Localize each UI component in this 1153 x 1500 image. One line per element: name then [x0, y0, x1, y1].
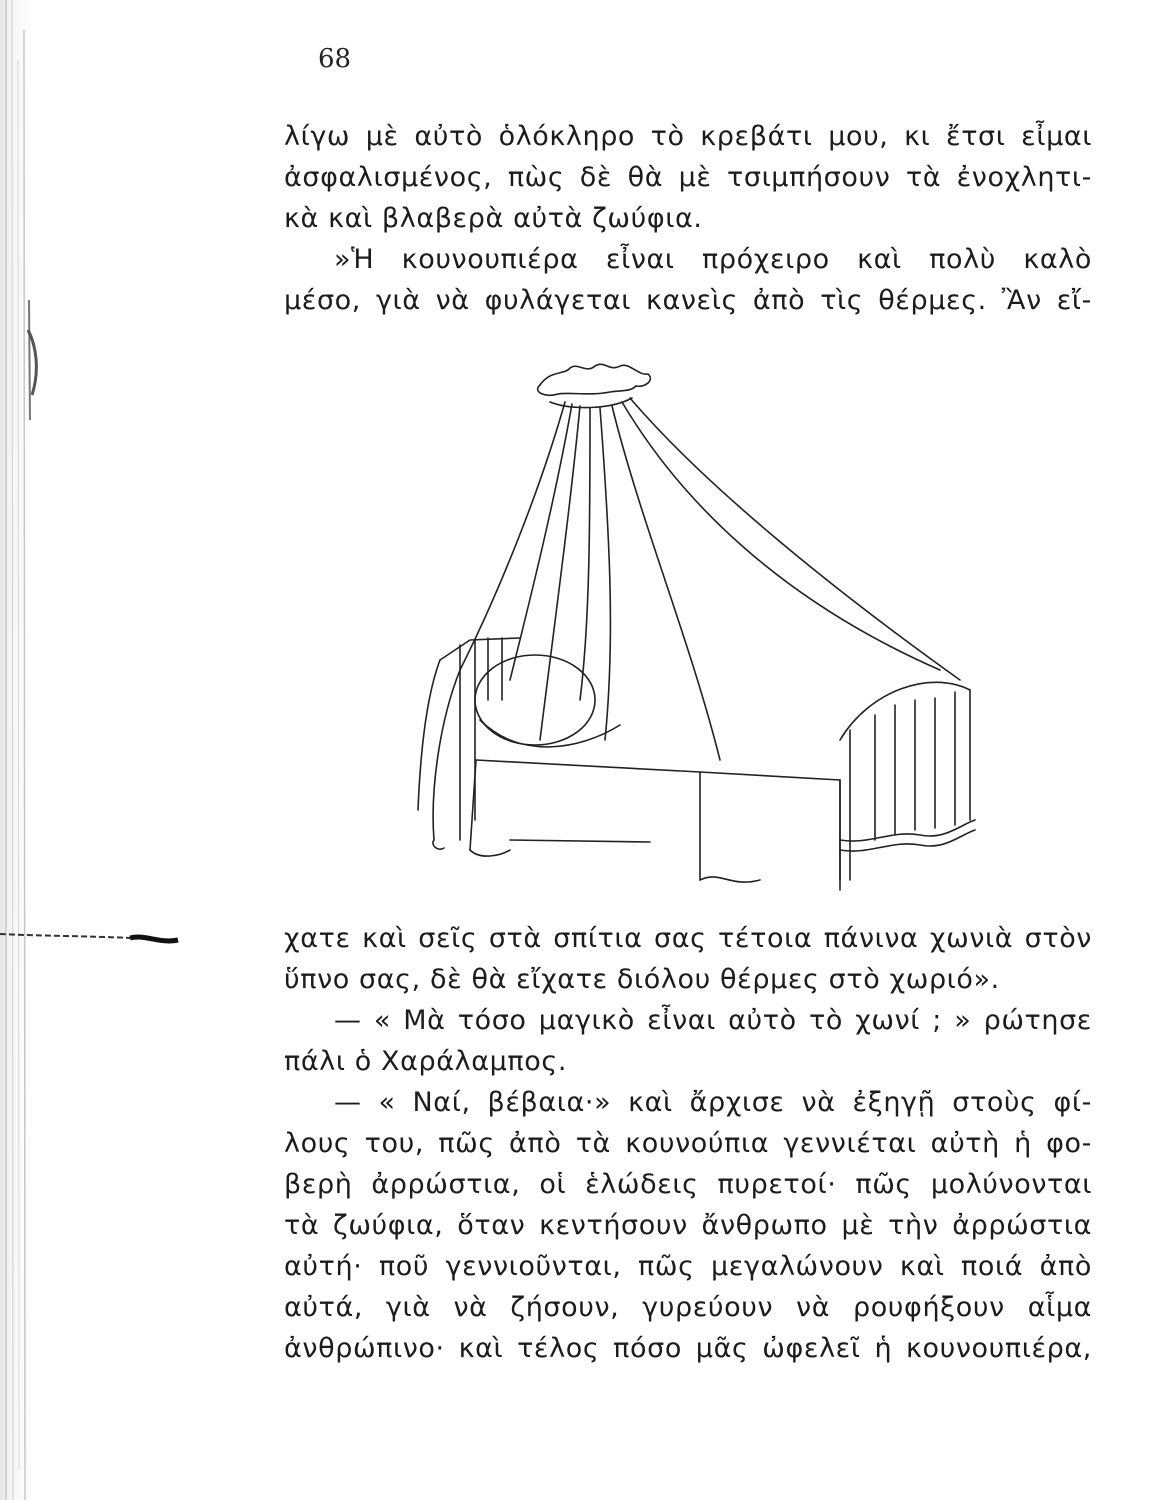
text-line: — « Μὰ τόσο μαγικὸ εἶναι αὐτὸ τὸ χωνί ; » ρώτησε — [334, 1005, 1092, 1036]
text-line: ἀσφαλισμένος, πὼς δὲ θὰ μὲ τσιμπήσουν τὰ ἐνοχλητι- — [284, 162, 1092, 193]
paragraph-block-bottom — [284, 918, 1092, 1369]
text-line: αὐτή· ποῦ γεννιοῦνται, πῶς μεγαλώνουν καὶ ποιά ἀπὸ — [284, 1251, 1092, 1282]
text-line: »Ἡ κουνουπιέρα εἶναι πρόχειρο καὶ πολὺ καλὸ — [334, 244, 1092, 275]
text-line: λους του, πῶς ἀπὸ τὰ κουνούπια γεννιέται αὐτὴ ἡ φο- — [284, 1128, 1092, 1159]
text-line: πάλι ὁ Χαράλαμπος. — [284, 1046, 568, 1077]
paragraph-block-top — [284, 116, 1092, 321]
text-line: χατε καὶ σεῖς στὰ σπίτια σας τέτοια πάνινα χωνιὰ στὸν — [284, 923, 1092, 954]
text-line: ἀνθρώπινο· καὶ τέλος πόσο μᾶς ὠφελεῖ ἡ κουνουπιέρα, — [284, 1333, 1092, 1364]
text-line: μέσο, γιὰ νὰ φυλάγεται κανεὶς ἀπὸ τὶς θέρμες. Ἂν εἴ- — [284, 285, 1092, 316]
canopy-bed-mosquito-net-drawing — [400, 340, 1000, 900]
text-line: λίγω μὲ αὐτὸ ὁλόκληρο τὸ κρεβάτι μου, κι ἔτσι εἶμαι — [284, 121, 1092, 152]
page-number: 68 — [318, 44, 352, 74]
text-line: κὰ καὶ βλαβερὰ αὐτὰ ζωύφια. — [284, 203, 703, 234]
text-line: ὕπνο σας, δὲ θὰ εἴχατε διόλου θέρμες στὸ χωριό». — [284, 964, 1000, 995]
binding-edge-lines — [0, 0, 60, 1500]
bookmark-thread — [0, 920, 200, 960]
text-line: βερὴ ἀρρώστια, οἱ ἑλώδεις πυρετοί· πῶς μολύνονται — [284, 1169, 1092, 1200]
text-line: τὰ ζωύφια, ὅταν κεντήσουν ἄνθρωπο μὲ τὴν ἀρρώστια — [284, 1210, 1092, 1241]
text-line: — « Ναί, βέβαια·» καὶ ἄρχισε νὰ ἐξηγῇ στοὺς φί- — [334, 1087, 1092, 1118]
text-line: αὐτά, γιὰ νὰ ζήσουν, γυρεύουν νὰ ρουφήξουν αἷμα — [284, 1292, 1092, 1323]
